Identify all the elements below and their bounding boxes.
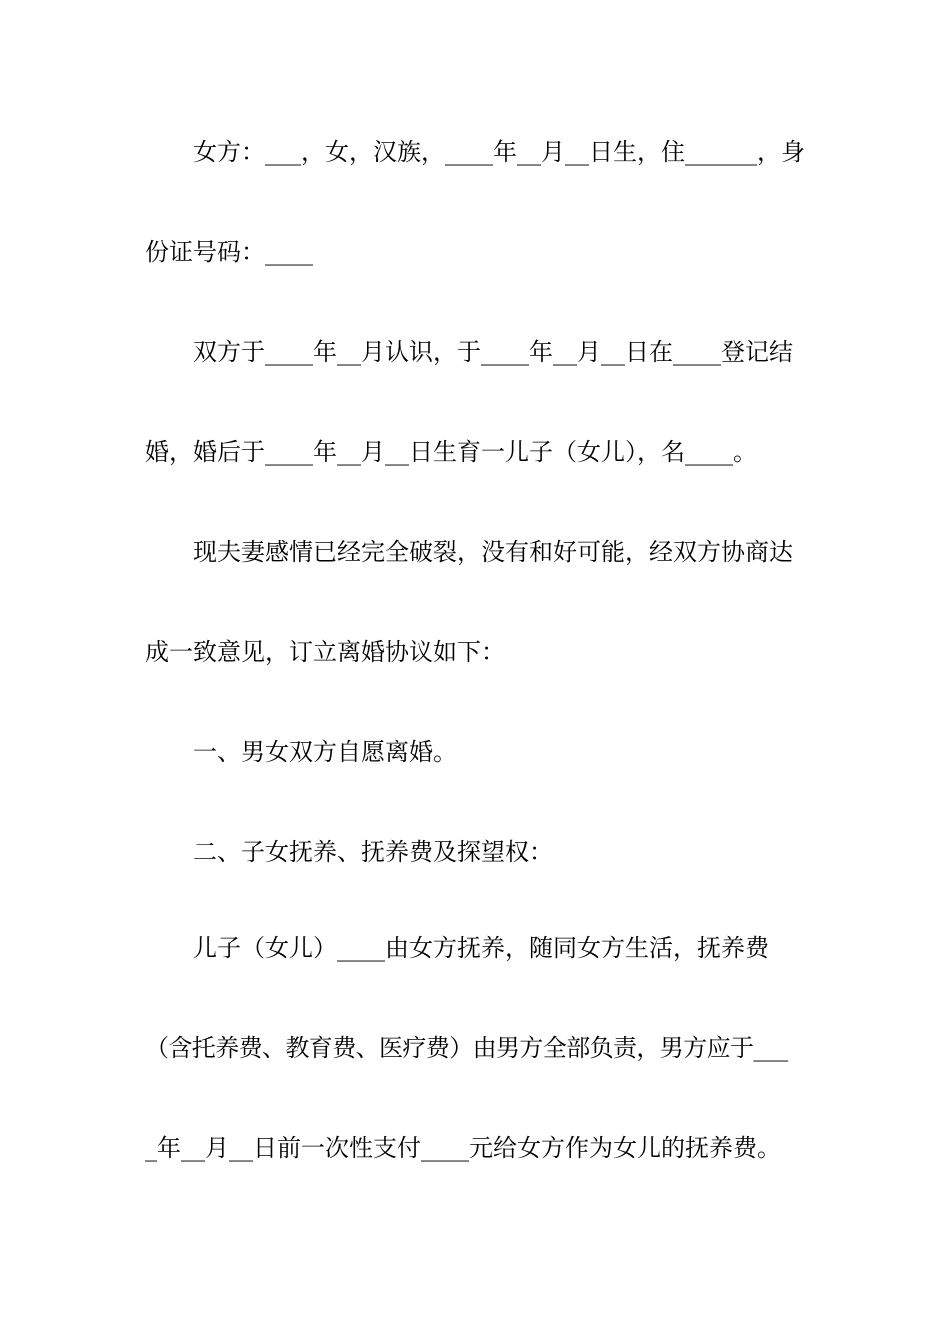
paragraph-line-agreement-intro: 成一致意见，订立离婚协议如下： bbox=[145, 638, 505, 666]
paragraph-line-relationship-broken: 现夫妻感情已经完全破裂，没有和好可能，经双方协商达 bbox=[193, 538, 793, 566]
paragraph-line-support-payment: _年__月__日前一次性支付____元给女方作为女儿的抚养费。 bbox=[145, 1134, 781, 1162]
paragraph-line-marriage-registration: 双方于____年__月认识，于____年__月__日在____登记结 bbox=[193, 338, 793, 366]
clause-two-heading: 二、子女抚养、抚养费及探望权： bbox=[193, 838, 553, 866]
paragraph-line-custody: 儿子（女儿）____由女方抚养，随同女方生活，抚养费 bbox=[193, 934, 769, 962]
paragraph-line-support-costs: （含托养费、教育费、医疗费）由男方全部负责，男方应于___ bbox=[145, 1034, 788, 1062]
clause-one-heading: 一、男女双方自愿离婚。 bbox=[193, 738, 457, 766]
paragraph-line-wife-info: 女方：___，女，汉族，____年__月__日生，住______，身 bbox=[193, 138, 805, 166]
paragraph-line-id-number: 份证号码：____ bbox=[145, 238, 313, 266]
paragraph-line-child-birth: 婚，婚后于____年__月__日生育一儿子（女儿），名____。 bbox=[145, 438, 757, 466]
